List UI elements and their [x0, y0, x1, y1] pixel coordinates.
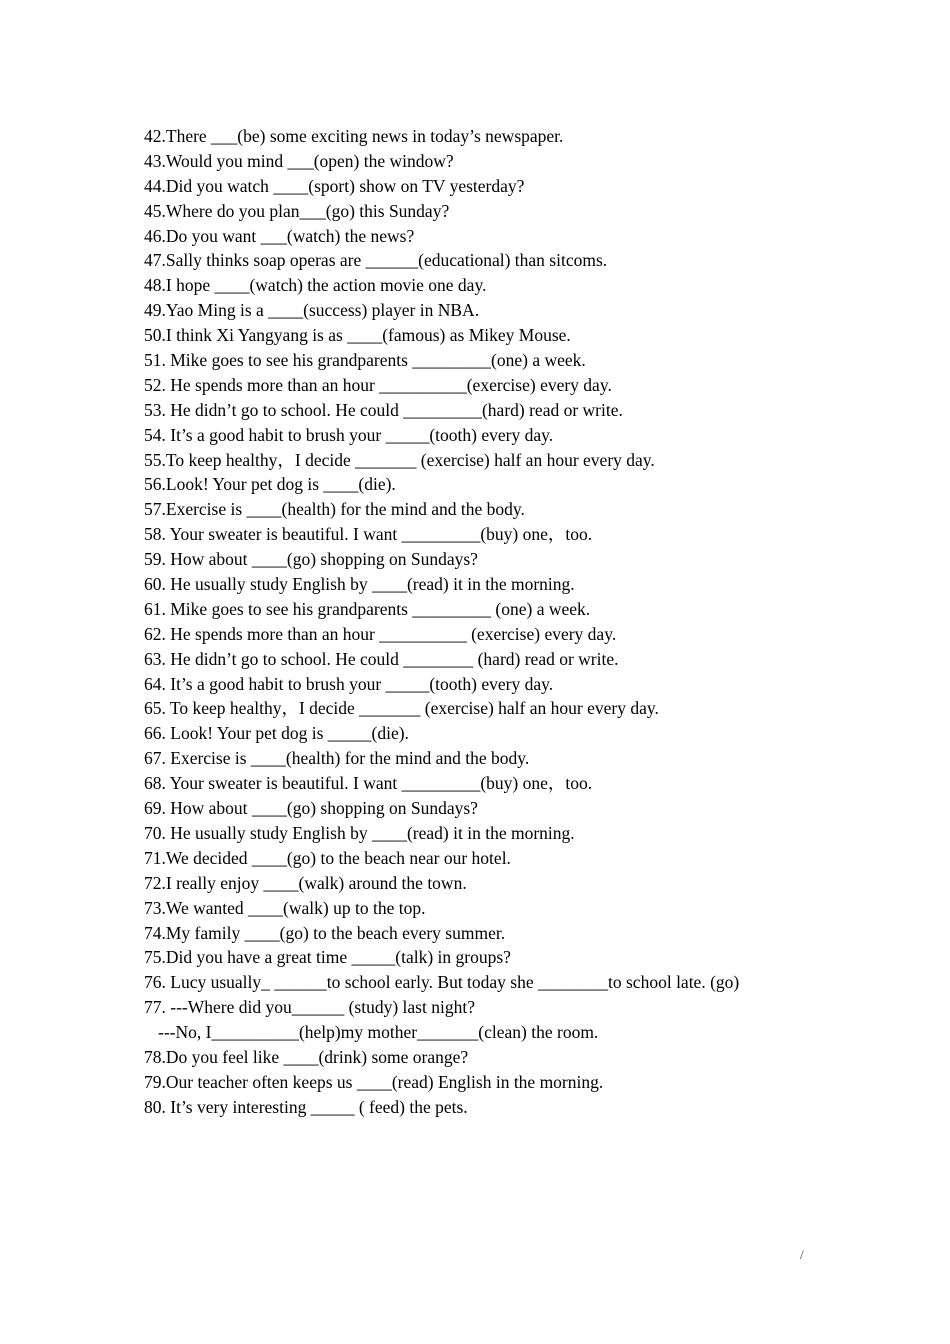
exercise-61: 61. Mike goes to see his grandparents _________ (one) a week. — [144, 598, 591, 619]
exercise-73: 73.We wanted ____(walk) up to the top. — [144, 897, 426, 918]
exercise-77-answer: ---No, I__________(help)my mother_______(clean) the room. — [158, 1022, 599, 1043]
exercise-77-question: 77. ---Where did you______ (study) last night? — [144, 997, 475, 1018]
exercise-59: 59. How about ____(go) shopping on Sundays? — [144, 549, 478, 570]
exercise-50: 50.I think Xi Yangyang is as ____(famous) as Mikey Mouse. — [144, 325, 571, 346]
exercise-list — [144, 124, 844, 1120]
exercise-51: 51. Mike goes to see his grandparents _________(one) a week. — [144, 350, 586, 371]
exercise-70: 70. He usually study English by ____(read) it in the morning. — [144, 822, 575, 843]
exercise-52: 52. He spends more than an hour __________(exercise) every day. — [144, 374, 612, 395]
exercise-60: 60. He usually study English by ____(read) it in the morning. — [144, 574, 575, 595]
exercise-66: 66. Look! Your pet dog is _____(die). — [144, 723, 409, 744]
page-footer-mark: / — [800, 1247, 804, 1262]
exercise-69: 69. How about ____(go) shopping on Sundays? — [144, 798, 478, 819]
exercise-78: 78.Do you feel like ____(drink) some orange? — [144, 1046, 469, 1067]
exercise-54: 54. It’s a good habit to brush your _____(tooth) every day. — [144, 424, 554, 445]
exercise-79: 79.Our teacher often keeps us ____(read) English in the morning. — [144, 1071, 604, 1092]
exercise-65: 65. To keep healthy，I decide _______ (exercise) half an hour every day. — [144, 698, 659, 719]
exercise-80: 80. It’s very interesting _____ ( feed) the pets. — [144, 1096, 468, 1117]
exercise-76: 76. Lucy usually_ ______to school early. But today she ________to school late. (go) — [144, 972, 740, 993]
exercise-64: 64. It’s a good habit to brush your _____(tooth) every day. — [144, 673, 554, 694]
exercise-49: 49.Yao Ming is a ____(success) player in NBA. — [144, 300, 480, 321]
exercise-43: 43.Would you mind ___(open) the window? — [144, 150, 454, 171]
exercise-45: 45.Where do you plan___(go) this Sunday? — [144, 200, 450, 221]
exercise-53: 53. He didn’t go to school. He could _________(hard) read or write. — [144, 399, 623, 420]
exercise-44: 44.Did you watch ____(sport) show on TV yesterday? — [144, 175, 525, 196]
exercise-74: 74.My family ____(go) to the beach every summer. — [144, 922, 506, 943]
exercise-68: 68. Your sweater is beautiful. I want _________(buy) one，too. — [144, 773, 593, 794]
exercise-72: 72.I really enjoy ____(walk) around the town. — [144, 872, 467, 893]
exercise-57: 57.Exercise is ____(health) for the mind and the body. — [144, 499, 525, 520]
exercise-46: 46.Do you want ___(watch) the news? — [144, 225, 415, 246]
exercise-48: 48.I hope ____(watch) the action movie one day. — [144, 275, 487, 296]
exercise-56: 56.Look! Your pet dog is ____(die). — [144, 474, 396, 495]
exercise-67: 67. Exercise is ____(health) for the mind and the body. — [144, 748, 530, 769]
exercise-55: 55.To keep healthy，I decide _______ (exercise) half an hour every day. — [144, 449, 655, 470]
exercise-58: 58. Your sweater is beautiful. I want _________(buy) one，too. — [144, 524, 593, 545]
exercise-62: 62. He spends more than an hour __________ (exercise) every day. — [144, 623, 617, 644]
exercise-71: 71.We decided ____(go) to the beach near our hotel. — [144, 847, 511, 868]
exercise-42: 42.There ___(be) some exciting news in today’s newspaper. — [144, 126, 564, 146]
exercise-75: 75.Did you have a great time _____(talk) in groups? — [144, 947, 511, 968]
exercise-47: 47.Sally thinks soap operas are ______(educational) than sitcoms. — [144, 250, 608, 271]
exercise-63: 63. He didn’t go to school. He could ________ (hard) read or write. — [144, 648, 619, 669]
